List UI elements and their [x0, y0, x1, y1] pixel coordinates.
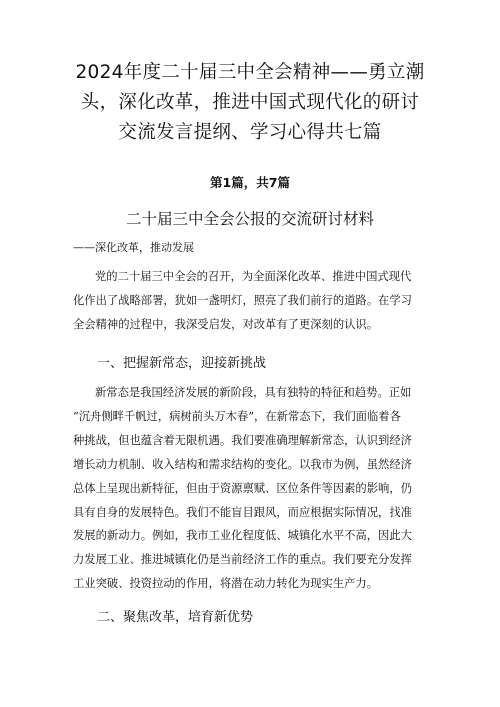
- section-heading-1: 一、把握新常态，迎接新挑战: [97, 356, 267, 371]
- title-line: 头，深化改革，推进中国式现代化的研讨: [80, 92, 420, 113]
- section-heading-2: 二、聚焦改革，培育新优势: [97, 610, 254, 625]
- article-title: 二十届三中全会公报的交流研讨材料: [125, 210, 374, 228]
- paragraph-line: 工业突破、投资拉动的作用，将潜在动力转化为现实生产力。: [73, 577, 379, 591]
- paragraph-line: 党的二十届三中全会的召开，为全面深化改革、推进中国式现代: [95, 270, 412, 283]
- paragraph-line: 种挑战，但也蕴含着无限机遇。我们要准确理解新常态，认识到经济: [73, 433, 412, 447]
- section1-paragraph: [73, 381, 427, 596]
- paragraph-line: 全会精神的过程中，我深受启发，对改革有了更深刻的认识。: [73, 317, 379, 331]
- paragraph-line: 增长动力机制、收入结构和需求结构的变化。以我市为例，虽然经济: [73, 457, 412, 471]
- part-label: 第1篇，共7篇: [210, 175, 290, 190]
- intro-paragraph: [73, 265, 427, 337]
- title-line: 2024年度二十届三中全会精神——勇立潮: [75, 62, 425, 83]
- paragraph-line: 具有自身的发展特色。我们不能盲目跟风，而应根据实际情况，找准: [73, 505, 412, 519]
- paragraph-line: 总体上呈现出新特征，但由于资源禀赋、区位条件等因素的影响，仍: [73, 481, 412, 495]
- paragraph-line: 发展的新动力。例如，我市工业化程度低、城镇化水平不高，因此大: [73, 529, 412, 543]
- paragraph-line: 化作出了战略部署，犹如一盏明灯，照亮了我们前行的道路。在学习: [73, 293, 412, 307]
- paragraph-line: 新常态是我国经济发展的新阶段，具有独特的特征和趋势。正如: [95, 386, 412, 399]
- paragraph-line: 力发展工业、推进城镇化仍是当前经济工作的重点。我们要充分发挥: [73, 553, 412, 567]
- document-title: [70, 58, 430, 148]
- article-subtitle: ——深化改革，推动发展: [73, 241, 194, 254]
- paragraph-line: “沉舟侧畔千帆过，病树前头万木春”，在新常态下，我们面临着各: [73, 409, 401, 423]
- title-line: 交流发言提纲、学习心得共七篇: [118, 122, 382, 143]
